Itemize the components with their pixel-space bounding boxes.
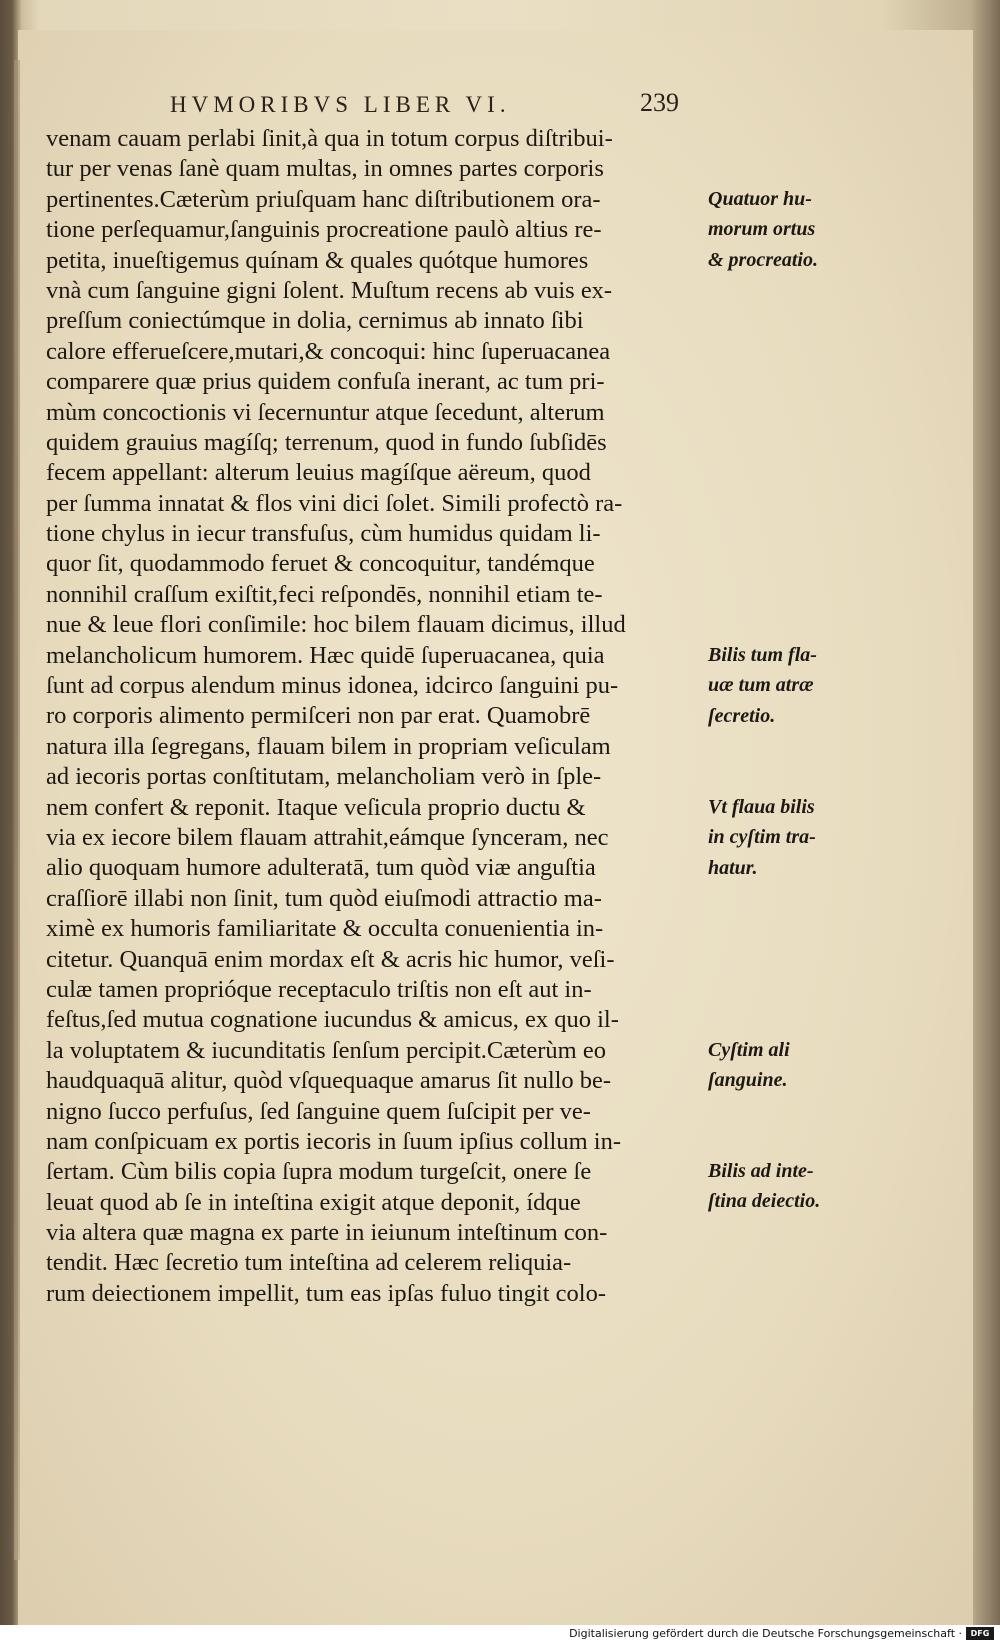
text-line: comparere quæ prius quidem confuſa inerant, ac tum pri-: [46, 368, 605, 396]
text-line: petita, inueſtigemus quínam & quales quótque humores: [46, 246, 589, 274]
text-line: nam conſpicuam ex portis iecoris in ſuum ipſius collum in-: [46, 1127, 621, 1155]
text-line: vnà cum ſanguine gigni ſolent. Muſtum recens ab vuis ex-: [46, 276, 613, 304]
margin-note-line: in cyſtim tra-: [708, 826, 816, 849]
text-line: quidem grauius magíſq; terrenum, quod in fundo ſubſidēs: [46, 428, 607, 456]
text-line: via ex iecore bilem flauam attrahit,eámque ſynceram, nec: [46, 823, 609, 851]
main-text-block: [46, 124, 706, 1309]
text-line: ro corporis alimento permiſceri non par erat. Quamobrē: [46, 702, 591, 730]
text-line: la voluptatem & iucunditatis ſenſum percipit.Cæterùm eo: [46, 1036, 606, 1064]
text-line: fecem appellant: alterum leuius magíſque aëreum, quod: [46, 459, 591, 487]
running-header: HVMORIBVS LIBER VI.: [170, 92, 511, 117]
text-line: natura illa ſegregans, flauam bilem in propriam veſiculam: [46, 732, 611, 760]
margin-note: [708, 1156, 848, 1217]
text-line: culæ tamen proprióque receptaculo triſtis non eſt aut in-: [46, 975, 592, 1003]
text-line: rum deiectionem impellit, tum eas ipſas fuluo tingit colo-: [46, 1279, 606, 1307]
text-line: tione chylus in iecur transfuſus, cùm humidus quidam li-: [46, 520, 601, 548]
text-line: pertinentes.Cæterùm priuſquam hanc diſtributionem ora-: [46, 185, 601, 213]
text-line: tendit. Hæc ſecretio tum inteſtina ad celerem reliquia-: [46, 1249, 572, 1277]
text-line: preſſum coniectúmque in dolia, cernimus ab innato ſibi: [46, 307, 584, 335]
text-line: per ſumma innatat & flos vini dici ſolet. Simili profectò ra-: [46, 489, 623, 517]
margin-note: [708, 640, 848, 731]
text-line: tur per venas ſanè quam multas, in omnes partes corporis: [46, 155, 604, 183]
text-line: melancholicum humorem. Hæc quidē ſuperuacanea, quia: [46, 641, 605, 669]
margin-note-line: uæ tum atræ: [708, 674, 814, 697]
margin-note-line: Bilis ad inte-: [708, 1160, 814, 1182]
margin-note-line: Vt flaua bilis: [708, 796, 815, 818]
funding-notice: Digitalisierung gefördert durch die Deutsche Forschungsgemeinschaft ·: [569, 1627, 962, 1640]
text-line: ſunt ad corpus alendum minus idonea, idcirco ſanguini pu-: [46, 672, 619, 700]
dfg-logo: DFG: [966, 1627, 994, 1640]
text-line: tione perſequamur,ſanguinis procreatione paulò altius re-: [46, 216, 602, 244]
text-line: mùm concoctionis vi ſecernuntur atque ſecedunt, alterum: [46, 398, 605, 426]
text-line: feſtus,ſed mutua cognatione iucundus & amicus, ex quo il-: [46, 1006, 619, 1034]
text-line: craſſiorē illabi non ſinit, tum quòd eiuſmodi attractio ma-: [46, 884, 602, 912]
margin-note: [708, 184, 848, 275]
text-line: quor ſit, quodammodo feruet & concoquitur, tandémque: [46, 550, 595, 578]
binding-edge: [14, 60, 20, 1560]
margin-note-line: ſecretio.: [708, 704, 776, 727]
text-line: haudquaquā alitur, quòd vſquequaque amarus ſit nullo be-: [46, 1067, 612, 1095]
margin-note-line: ſtina deiectio.: [708, 1190, 821, 1213]
text-line: ad iecoris portas conſtitutam, melancholiam verò in ſple-: [46, 763, 602, 791]
margin-note-line: Bilis tum fla-: [708, 644, 817, 666]
text-line: nem confert & reponit. Itaque veſicula proprio ductu &: [46, 793, 586, 821]
margin-note: [708, 1035, 848, 1096]
text-line: leuat quod ab ſe in inteſtina exigit atque deponit, ídque: [46, 1188, 581, 1216]
page-number: 239: [640, 88, 679, 117]
text-line: citetur. Quanquā enim mordax eſt & acris hic humor, veſi-: [46, 945, 615, 973]
margin-note-line: hatur.: [708, 856, 758, 879]
text-line: nonnihil craſſum exiſtit,feci reſpondēs, nonnihil etiam te-: [46, 580, 603, 608]
text-line: venam cauam perlabi ſinit,à qua in totum corpus diſtribui-: [46, 125, 613, 152]
margin-note-line: Quatuor hu-: [708, 188, 812, 210]
margin-note-line: morum ortus: [708, 218, 816, 241]
text-line: calore efferueſcere,mutari,& concoqui: hinc ſuperuacanea: [46, 337, 611, 365]
text-line: nigno ſucco perfuſus, ſed ſanguine quem ſuſcipit per ve-: [46, 1097, 591, 1125]
text-line: nue & leue flori conſimile: hoc bilem flauam dicimus, illud: [46, 611, 626, 639]
text-line: via altera quæ magna ex parte in ieiunum inteſtinum con-: [46, 1219, 608, 1247]
margin-note-line: ſanguine.: [708, 1069, 788, 1092]
margin-note-line: & procreatio.: [708, 248, 818, 271]
text-line: ximè ex humoris familiaritate & occulta conuenientia in-: [46, 915, 604, 943]
margin-note-line: Cyſtim ali: [708, 1039, 790, 1061]
text-line: alio quoquam humore adulteratā, tum quòd viæ anguſtia: [46, 854, 596, 882]
margin-note: [708, 792, 848, 883]
text-line: ſertam. Cùm bilis copia ſupra modum turgeſcit, onere ſe: [46, 1158, 592, 1186]
